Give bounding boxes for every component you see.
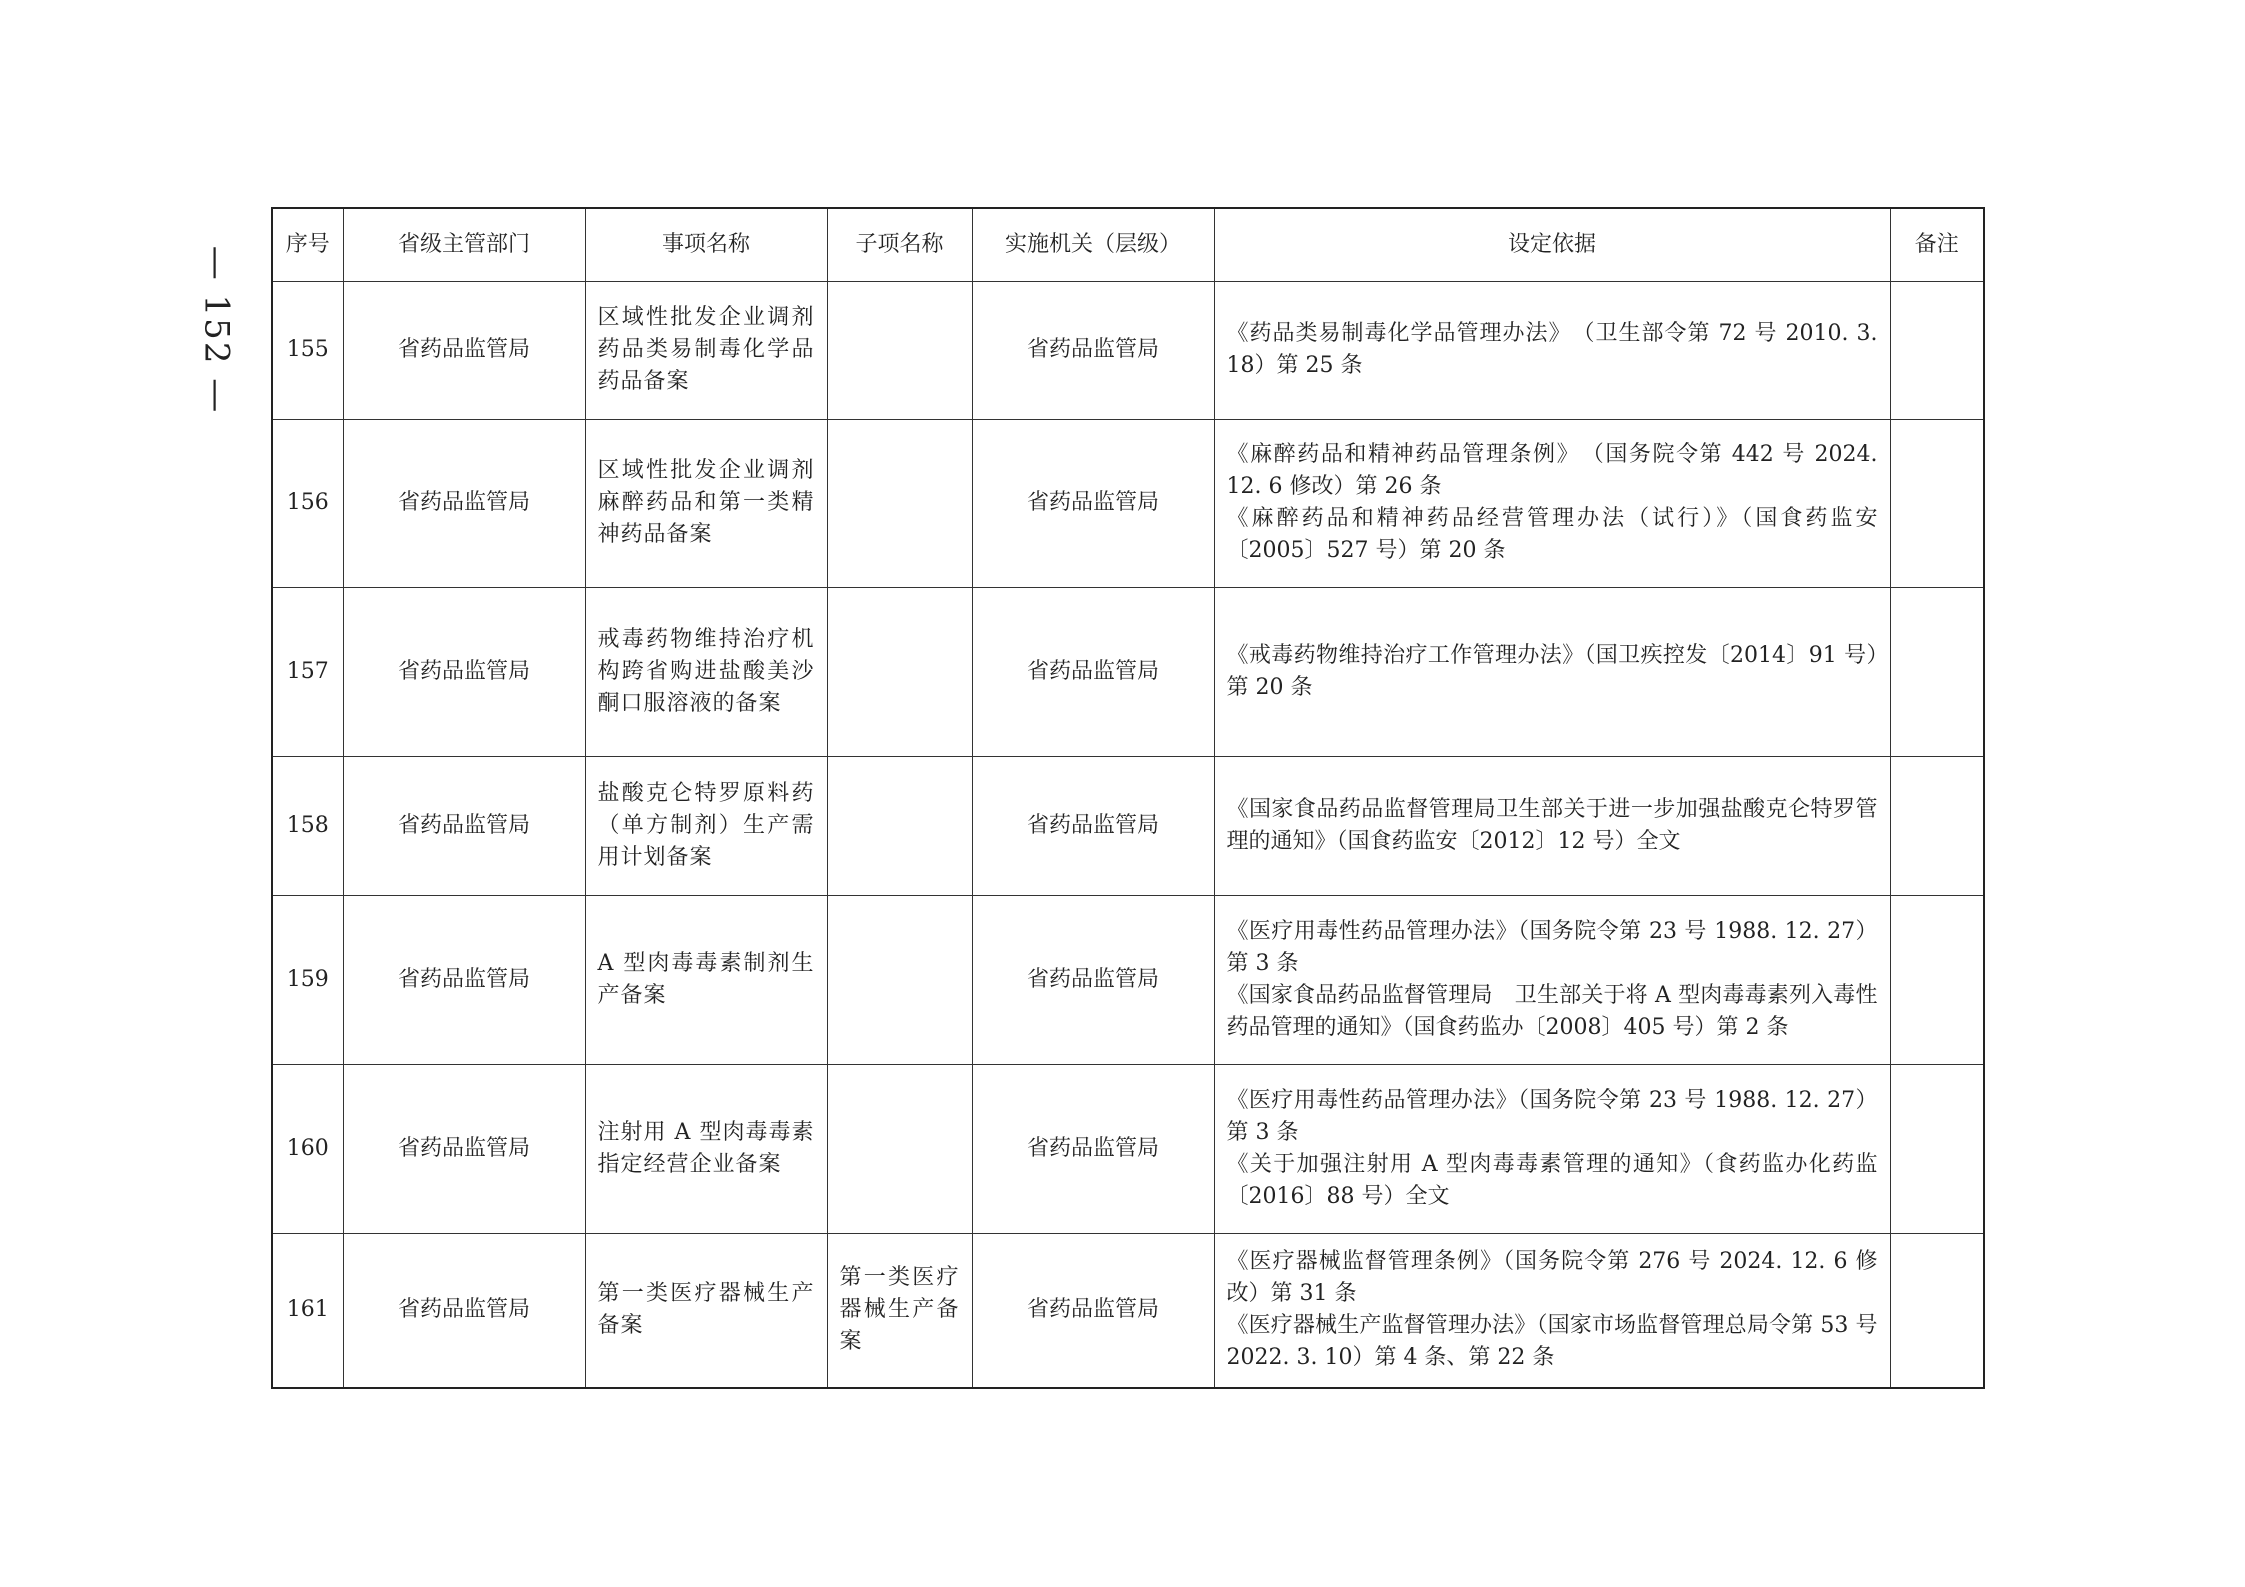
table-row (272, 1233, 1984, 1388)
row-remarks (1890, 895, 1984, 1064)
row-sub-item-name (827, 419, 972, 587)
table-row (272, 419, 1984, 587)
row-remarks (1890, 281, 1984, 419)
header-implementing-agency: 实施机关（层级） (972, 208, 1214, 281)
row-remarks (1890, 1064, 1984, 1233)
row-department: 省药品监管局 (343, 756, 585, 895)
row-legal-basis (1214, 1064, 1890, 1233)
row-department: 省药品监管局 (343, 1233, 585, 1388)
row-number: 158 (272, 756, 343, 895)
row-number: 155 (272, 281, 343, 419)
row-number: 156 (272, 419, 343, 587)
page-number-label: — 152 — (196, 245, 237, 415)
row-legal-basis (1214, 281, 1890, 419)
row-department: 省药品监管局 (343, 419, 585, 587)
basis-line: 《戒毒药物维持治疗工作管理办法》（国卫疾控发〔2014〕91 号）第 20 条 (1226, 642, 1878, 700)
row-implementing-agency: 省药品监管局 (972, 587, 1214, 756)
row-sub-item-name (827, 756, 972, 895)
row-remarks (1890, 419, 1984, 587)
row-implementing-agency: 省药品监管局 (972, 1233, 1214, 1388)
row-item-name: 盐酸克仑特罗原料药（单方制剂）生产需用计划备案 (585, 756, 827, 895)
row-sub-item-name (827, 587, 972, 756)
table-row (272, 281, 1984, 419)
header-sub-item-name: 子项名称 (827, 208, 972, 281)
row-sub-item-name: 第一类医疗器械生产备案 (827, 1233, 972, 1388)
table-row (272, 895, 1984, 1064)
row-item-name: 区域性批发企业调剂药品类易制毒化学品药品备案 (585, 281, 827, 419)
row-remarks (1890, 1233, 1984, 1388)
row-implementing-agency: 省药品监管局 (972, 1064, 1214, 1233)
row-legal-basis (1214, 756, 1890, 895)
row-department: 省药品监管局 (343, 895, 585, 1064)
row-legal-basis (1214, 895, 1890, 1064)
header-department: 省级主管部门 (343, 208, 585, 281)
row-item-name: 戒毒药物维持治疗机构跨省购进盐酸美沙酮口服溶液的备案 (585, 587, 827, 756)
page-number (196, 240, 236, 420)
row-sub-item-name (827, 895, 972, 1064)
basis-line: 《麻醉药品和精神药品经营管理办法（试行）》（国食药监安〔2005〕527 号）第 20 条 (1226, 506, 1878, 563)
row-number: 157 (272, 587, 343, 756)
row-item-name: 第一类医疗器械生产备案 (585, 1233, 827, 1388)
row-item-name: 注射用 A 型肉毒毒素指定经营企业备案 (585, 1064, 827, 1233)
row-department: 省药品监管局 (343, 281, 585, 419)
table-row (272, 1064, 1984, 1233)
row-item-name: 区域性批发企业调剂麻醉药品和第一类精神药品备案 (585, 419, 827, 587)
table-row (272, 587, 1984, 756)
row-item-name: A 型肉毒毒素制剂生产备案 (585, 895, 827, 1064)
basis-line: 《国家食品药品监督管理局 卫生部关于将 A 型肉毒毒素列入毒性药品管理的通知》（国食药监办〔2008〕405 号）第 2 条 (1226, 982, 1878, 1040)
row-legal-basis (1214, 1233, 1890, 1388)
row-department: 省药品监管局 (343, 587, 585, 756)
row-number: 159 (272, 895, 343, 1064)
row-sub-item-name (827, 281, 972, 419)
items-table (271, 207, 1985, 1389)
header-number: 序号 (272, 208, 343, 281)
header-legal-basis: 设定依据 (1214, 208, 1890, 281)
basis-line: 《药品类易制毒化学品管理办法》 （卫生部令第 72 号 2010. 3. 18）第 25 条 (1226, 321, 1878, 378)
row-implementing-agency: 省药品监管局 (972, 756, 1214, 895)
row-number: 161 (272, 1233, 343, 1388)
basis-line: 《麻醉药品和精神药品管理条例》 （国务院令第 442 号 2024. 12. 6 修改）第 26 条 (1226, 442, 1878, 499)
basis-line: 《国家食品药品监督管理局卫生部关于进一步加强盐酸克仑特罗管理的通知》（国食药监安〔2012〕12 号）全文 (1226, 796, 1878, 854)
header-item-name: 事项名称 (585, 208, 827, 281)
row-remarks (1890, 587, 1984, 756)
basis-line: 《医疗器械监督管理条例》（国务院令第 276 号 2024. 12. 6 修改）第 31 条 (1226, 1249, 1878, 1307)
row-legal-basis (1214, 419, 1890, 587)
table-header-row (272, 208, 1984, 281)
row-implementing-agency: 省药品监管局 (972, 895, 1214, 1064)
row-implementing-agency: 省药品监管局 (972, 419, 1214, 587)
row-sub-item-name (827, 1064, 972, 1233)
row-legal-basis (1214, 587, 1890, 756)
basis-line: 《医疗用毒性药品管理办法》（国务院令第 23 号 1988. 12. 27）第 3 条 (1226, 918, 1878, 976)
row-implementing-agency: 省药品监管局 (972, 281, 1214, 419)
header-remarks: 备注 (1890, 208, 1984, 281)
basis-line: 《关于加强注射用 A 型肉毒毒素管理的通知》（食药监办化药监〔2016〕88 号）全文 (1226, 1151, 1878, 1209)
basis-line: 《医疗用毒性药品管理办法》（国务院令第 23 号 1988. 12. 27）第 3 条 (1226, 1087, 1878, 1145)
row-remarks (1890, 756, 1984, 895)
basis-line: 《医疗器械生产监督管理办法》（国家市场监督管理总局令第 53 号 2022. 3. 10）第 4 条、第 22 条 (1226, 1313, 1878, 1371)
row-department: 省药品监管局 (343, 1064, 585, 1233)
row-number: 160 (272, 1064, 343, 1233)
table-row (272, 756, 1984, 895)
